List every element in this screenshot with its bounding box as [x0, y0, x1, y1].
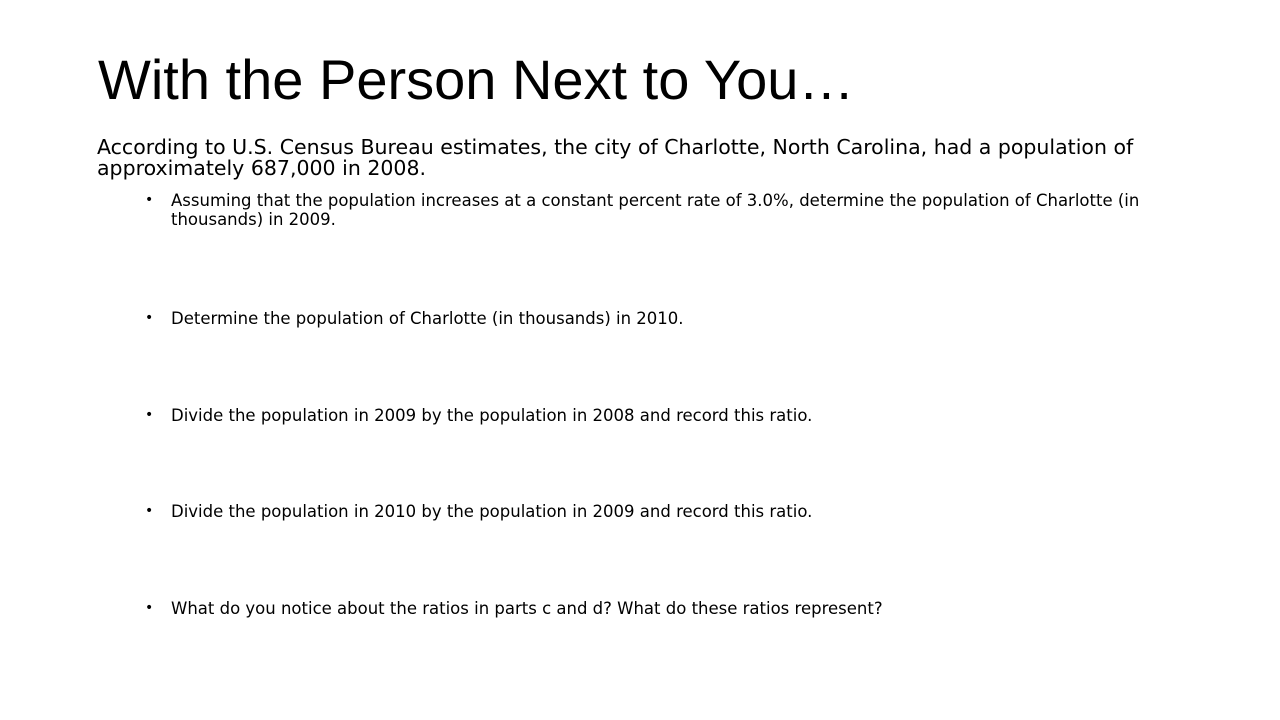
list-item: [145, 191, 1155, 229]
slide-title: With the Person Next to You…: [98, 48, 855, 111]
bullet-icon: •: [145, 600, 154, 616]
list-item-text: What do you notice about the ratios in parts c and d? What do these ratios represent?: [171, 599, 883, 618]
bullet-icon: •: [145, 310, 154, 326]
list-item: [145, 502, 1155, 521]
list-item-text: Determine the population of Charlotte (in thousands) in 2010.: [171, 309, 684, 328]
list-item: [145, 599, 1155, 618]
bullet-icon: •: [145, 407, 154, 423]
list-item: [145, 309, 1155, 328]
list-item-text: Divide the population in 2010 by the population in 2009 and record this ratio.: [171, 502, 813, 521]
bullet-icon: •: [145, 503, 154, 519]
bullet-icon: •: [145, 192, 154, 208]
intro-paragraph: According to U.S. Census Bureau estimates, the city of Charlotte, North Carolina, had a population of approximately 687,000 in 2008.: [97, 135, 1134, 180]
list-item-text: Assuming that the population increases at a constant percent rate of 3.0%, determine the population of Charlotte (in thousands) in 2009.: [171, 191, 1140, 229]
list-item: [145, 406, 1155, 425]
list-item-text: Divide the population in 2009 by the population in 2008 and record this ratio.: [171, 406, 813, 425]
